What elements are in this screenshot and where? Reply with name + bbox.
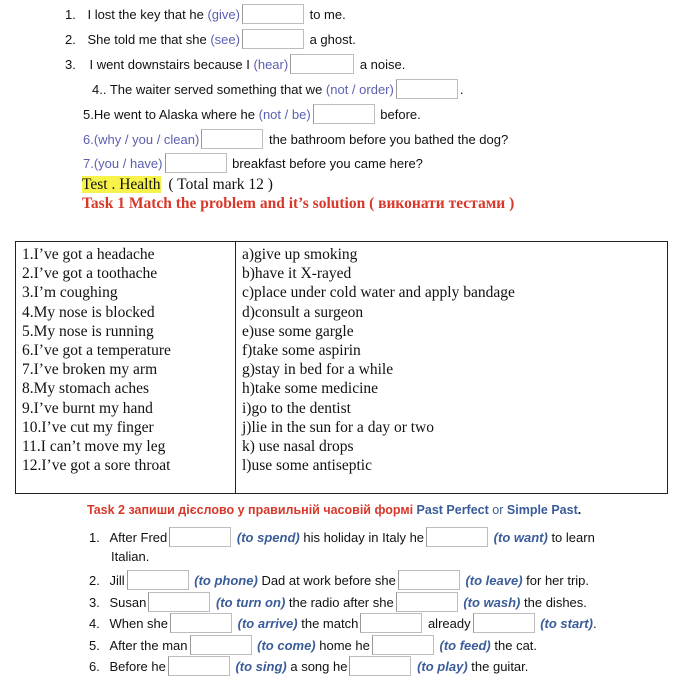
item-number: 4.. [92,82,107,97]
sentence-text: a ghost. [309,32,356,47]
verb-hint: (to play) [417,659,468,674]
solution-item: h)take some medicine [242,380,379,398]
item-number: 4. [89,616,100,631]
task1-title: Task 1 Match the problem and it’s solution ( виконати тестами ) [82,195,515,212]
exercise1-item-1 [65,4,346,24]
answer-blank[interactable] [170,613,232,633]
answer-blank[interactable] [201,129,263,149]
tense-simple-past: Simple Past [506,503,578,517]
answer-blank[interactable] [398,570,460,590]
answer-blank[interactable] [169,527,231,547]
problem-item: 7.I’ve broken my arm [22,361,158,379]
item-number: 5. [83,107,94,122]
solution-item: g)stay in bed for a while [242,361,394,379]
answer-blank[interactable] [396,79,458,99]
sentence-text: the match [301,616,359,631]
problems-column [16,242,236,494]
solution-item: d)consult a surgeon [242,303,364,321]
tense-past-perfect: Past Perfect [416,503,489,517]
answer-blank[interactable] [313,104,375,124]
item-number: 1. [65,7,76,22]
answer-blank[interactable] [242,4,304,24]
solution-item: a)give up smoking [242,246,358,263]
verb-hint: (to feed) [439,638,491,653]
verb-hint: (to leave) [465,573,523,588]
verb-hint: (to come) [257,638,316,653]
answer-blank[interactable] [396,592,458,612]
problem-item: 9.I’ve burnt my hand [22,399,153,417]
task2-label: Task 2 [87,503,125,517]
sentence-text: the cat. [494,638,538,653]
test-header [82,176,273,194]
verb-hint: (to wash) [463,595,521,610]
sentence-text: the dishes. [524,595,587,610]
problem-item: 12.I’ve got a sore throat [22,457,171,475]
verb-hint: (hear) [253,57,289,72]
total-mark: ( Total mark 12 ) [168,176,273,193]
sentence-text: Susan [109,595,147,610]
item-number: 7. [83,156,94,171]
answer-blank[interactable] [127,570,189,590]
solution-item: k) use nasal drops [242,438,354,456]
sentence-text: I went downstairs because I [89,57,250,72]
solution-item: e)use some gargle [242,322,354,340]
solution-item: b)have it X-rayed [242,265,352,283]
verb-hint: (to sing) [235,659,287,674]
solutions-column [236,242,668,494]
or-word: or [492,503,504,517]
sentence-text: already [427,616,471,631]
item-number: 1. [89,530,100,545]
item-number: 3. [65,57,76,72]
sentence-text: Before he [109,659,166,674]
exercise2-item-1 [89,527,595,547]
sentence-text: . [459,82,464,97]
verb-hint: (to spend) [236,530,300,545]
sentence-text: to learn [551,530,595,545]
sentence-text: home he [319,638,370,653]
problem-item: 8.My stomach aches [22,380,149,398]
exercise2-item-3 [89,592,587,612]
answer-blank[interactable] [148,592,210,612]
problem-item: 11.I can’t move my leg [22,438,166,456]
verb-hint: (to turn on) [215,595,286,610]
exercise2-item-1-continued: Italian. [111,549,150,564]
sentence-text: the bathroom before you bathed the dog? [268,132,509,147]
exercise2-item-5 [89,635,537,655]
verb-hint: (to phone) [194,573,258,588]
problem-item: 10.I’ve cut my finger [22,418,154,436]
solution-item: c)place under cold water and apply bandage [242,284,515,302]
exercise2-item-2 [89,570,589,590]
sentence-text: a noise. [359,57,406,72]
solution-item: l)use some antiseptic [242,457,372,475]
verb-hint: (to want) [493,530,548,545]
problem-item: 6.I’ve got a temperature [22,342,171,360]
item-number: 5. [89,638,100,653]
exercise1-item-3 [65,54,405,74]
sentence-text: the guitar. [471,659,529,674]
exercise2-item-6 [89,656,528,676]
sentence-text: . [592,616,597,631]
item-number: 6. [83,132,94,147]
verb-hint: (not / be) [258,107,311,122]
problem-item: 3.I’m coughing [22,284,118,302]
problem-item: 1.I’ve got a headache [22,246,155,263]
exercise1-item-7 [83,153,423,173]
verb-hint: (see) [210,32,240,47]
answer-blank[interactable] [372,635,434,655]
answer-blank[interactable] [165,153,227,173]
solution-item: i)go to the dentist [242,399,351,417]
sentence-text: before. [380,107,421,122]
sentence-text: for her trip. [526,573,590,588]
verb-hint: (give) [207,7,240,22]
answer-blank[interactable] [473,613,535,633]
sentence-text: He went to Alaska where he [93,107,255,122]
sentence-text: After the man [109,638,188,653]
answer-blank[interactable] [190,635,252,655]
answer-blank[interactable] [290,54,354,74]
verb-hint: (to arrive) [237,616,298,631]
sentence-text: After Fred [109,530,168,545]
problem-item: 4.My nose is blocked [22,303,155,321]
verb-hint: (you / have) [93,156,163,171]
answer-blank[interactable] [349,656,411,676]
exercise2-item-4 [89,613,597,633]
answer-blank[interactable] [242,29,304,49]
sentence-text: his holiday in Italy he [303,530,425,545]
exercise1-item-5 [83,104,421,124]
sentence-text: She told me that she [87,32,207,47]
answer-blank[interactable] [168,656,230,676]
sentence-text: When she [109,616,169,631]
problem-item: 2.I’ve got a toothache [22,265,158,283]
sentence-text: Dad at work before she [261,573,396,588]
problem-item: 5.My nose is running [22,322,154,340]
task2-end: . [577,503,582,517]
task2-header [87,503,581,517]
sentence-text: The waiter served something that we [109,82,323,97]
exercise1-item-6 [83,129,508,149]
item-number: 2. [89,573,100,588]
item-number: 3. [89,595,100,610]
verb-hint: (to start) [540,616,593,631]
matching-table [15,241,668,494]
test-title: Test . Health [82,176,161,193]
answer-blank[interactable] [360,613,422,633]
sentence-text: to me. [309,7,346,22]
answer-blank[interactable] [426,527,488,547]
sentence-text: breakfast before you came here? [232,156,423,171]
sentence-text: the radio after she [288,595,394,610]
item-number: 6. [89,659,100,674]
exercise1-item-4 [92,79,463,99]
solution-item: f)take some aspirin [242,342,361,360]
solution-item: j)lie in the sun for a day or two [242,418,434,436]
item-number: 2. [65,32,76,47]
verb-hint: (why / you / clean) [93,132,200,147]
sentence-text: I lost the key that he [87,7,204,22]
task2-instruction: запиши дієслово у правильній часовій формі [128,503,414,517]
verb-hint: (not / order) [325,82,394,97]
exercise1-item-2 [65,29,356,49]
sentence-text: Jill [109,573,125,588]
sentence-text: a song he [290,659,348,674]
